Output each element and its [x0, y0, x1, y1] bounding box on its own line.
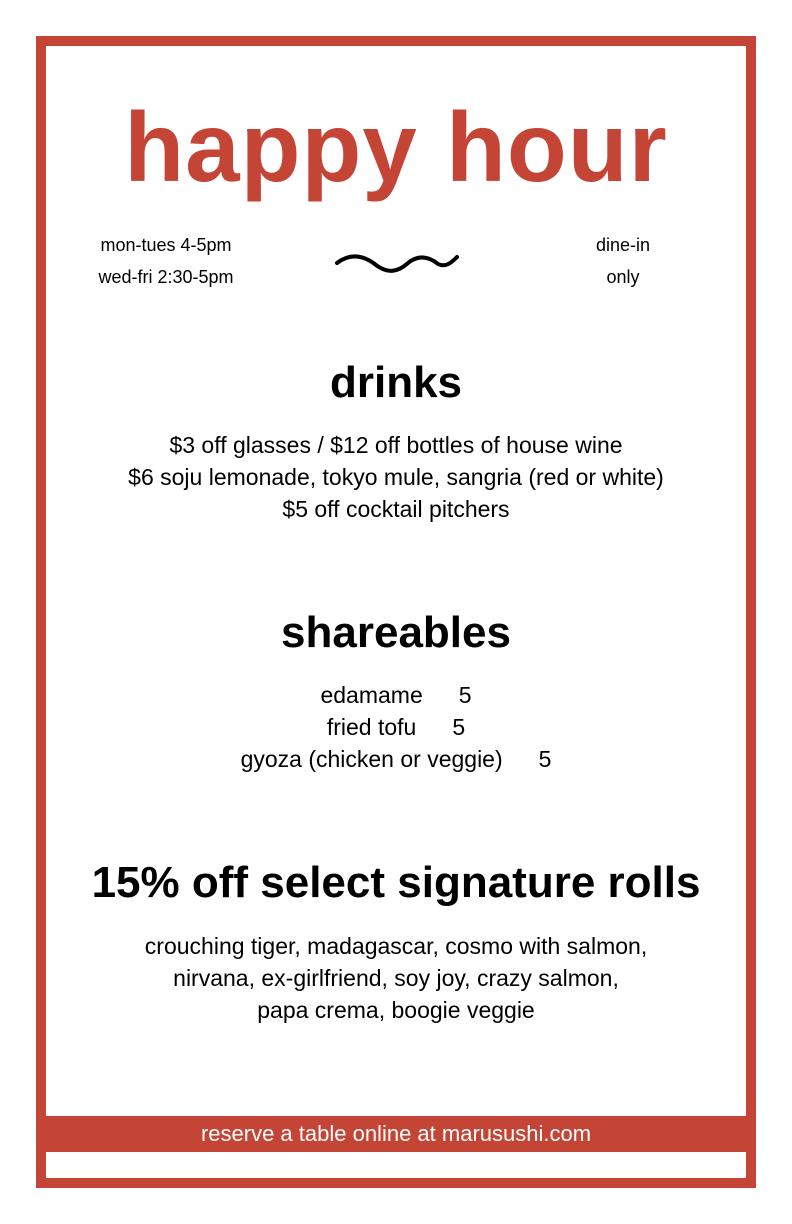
shareable-item-price: 5 — [452, 714, 466, 740]
drinks-heading: drinks — [329, 358, 463, 407]
hours-line-mon-tues: mon-tues 4-5pm — [100, 235, 232, 255]
shareable-item — [40, 743, 752, 775]
shareable-item-name: fried tofu — [326, 714, 417, 740]
drinks-list — [40, 429, 752, 525]
shareable-item — [40, 711, 752, 743]
hours-line-wed-fri: wed-fri 2:30-5pm — [98, 267, 234, 287]
shareable-item — [40, 679, 752, 711]
shareables-heading: shareables — [281, 608, 511, 657]
shareable-item-name: edamame — [320, 682, 423, 708]
shareable-item-price: 5 — [458, 682, 472, 708]
signature-rolls-heading: 15% off select signature rolls — [91, 858, 701, 907]
only-line: only — [606, 267, 640, 287]
page-title: happy hour — [124, 92, 668, 202]
dine-in-only-note — [548, 229, 698, 293]
rolls-line: papa crema, boogie veggie — [257, 997, 535, 1023]
shareable-item-name: gyoza (chicken or veggie) — [240, 746, 503, 772]
rolls-line: crouching tiger, madagascar, cosmo with salmon, — [144, 933, 648, 959]
shareables-list — [40, 679, 752, 775]
hours-block — [66, 229, 266, 293]
signature-rolls-list — [40, 930, 752, 1026]
shareable-item-price: 5 — [538, 746, 552, 772]
drinks-line: $6 soju lemonade, tokyo mule, sangria (red or white) — [128, 464, 664, 490]
reserve-table-footer: reserve a table online at marusushi.com — [46, 1116, 746, 1152]
squiggle-divider-icon — [334, 246, 460, 280]
dine-in-line: dine-in — [595, 235, 651, 255]
drinks-line: $3 off glasses / $12 off bottles of house wine — [169, 432, 623, 458]
rolls-line: nirvana, ex-girlfriend, soy joy, crazy salmon, — [173, 965, 619, 991]
drinks-line: $5 off cocktail pitchers — [282, 496, 510, 522]
